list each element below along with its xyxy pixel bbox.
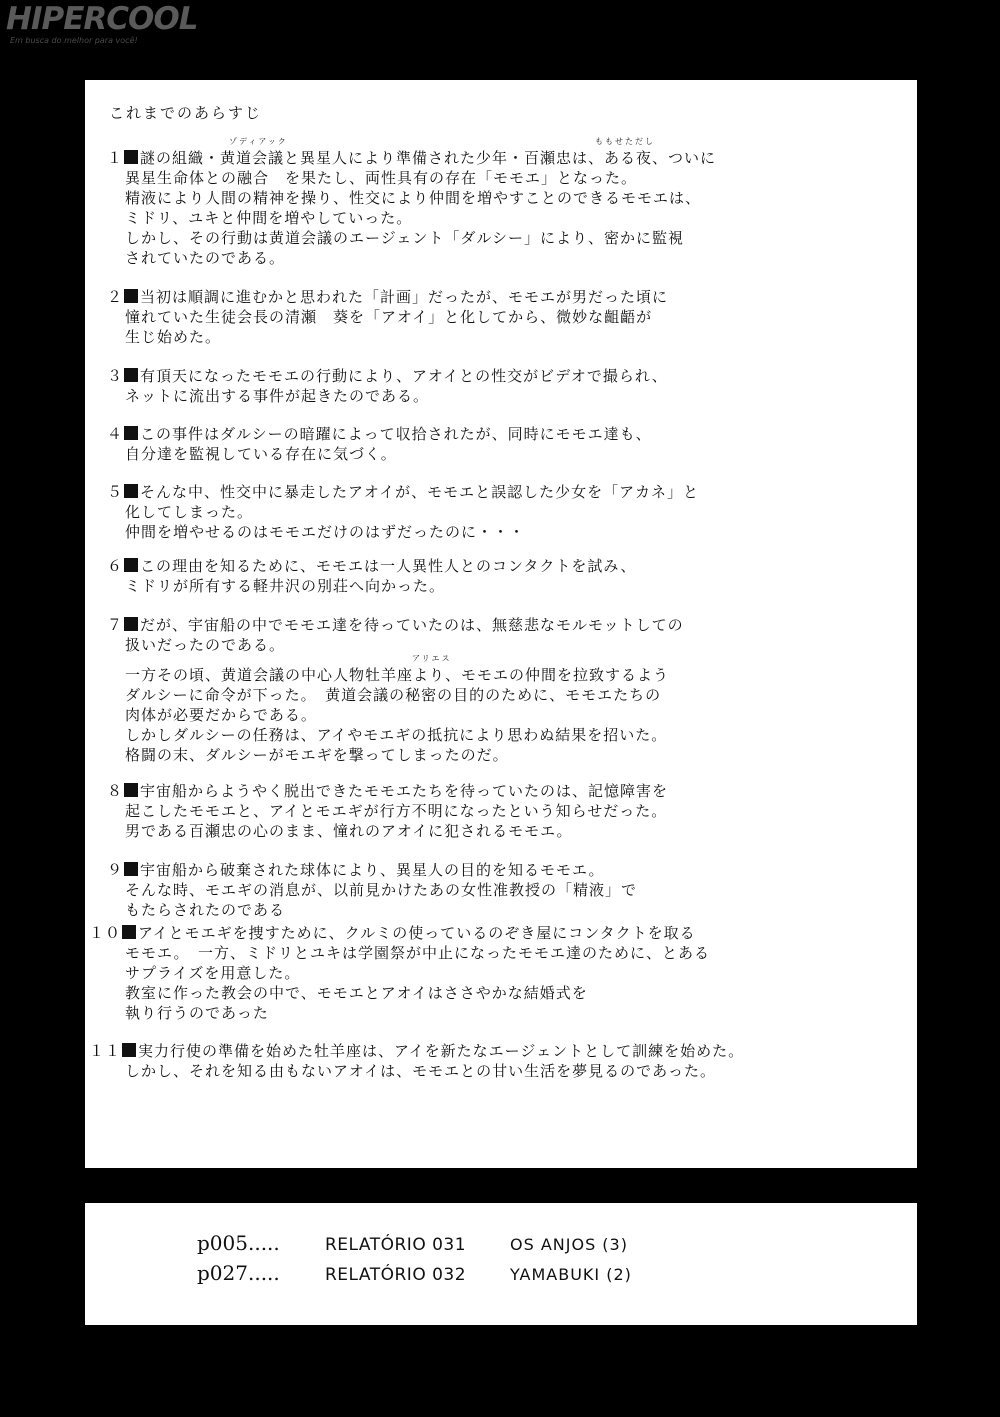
section-line: 精液により人間の精神を操り、性交により仲間を増やすことのできるモモエは、 xyxy=(125,189,702,207)
section-line: アリエス 一方その頃、黄道会議の中心人物牡羊座より、モモエの仲間を拉致するよう xyxy=(107,665,684,685)
section-line: 格闘の末、ダルシーがモエギを撃ってしまったのだ。 xyxy=(125,746,509,764)
section-line: 起こしたモモエと、アイとモエギが行方不明になったという知らせだった。 xyxy=(125,802,668,820)
section-line: 仲間を増やせるのはモモエだけのはずだったのに・・・ xyxy=(125,523,526,541)
section-line: ８ 宇宙船からようやく脱出できたモモエたちを待っていたのは、記憶障害を xyxy=(107,782,669,800)
section-line: しかし、それを知る由もないアオイは、モモエとの甘い生活を夢見るのであった。 xyxy=(125,1062,716,1080)
section-line: ミドリ、ユキと仲間を増やしていった。 xyxy=(125,209,413,227)
synopsis-section-10 xyxy=(89,923,710,1023)
bullet-square xyxy=(124,783,138,797)
section-line: 憧れていた生徒会長の清瀬 葵を「アオイ」と化してから、微妙な齟齬が xyxy=(125,308,653,326)
section-line: 生じ始めた。 xyxy=(125,328,222,346)
site-logo xyxy=(6,1,216,45)
bullet-square xyxy=(122,925,136,939)
section-line: 肉体が必要だからである。 xyxy=(125,706,317,724)
section-line: ９ 宇宙船から破棄された球体により、異星人の目的を知るモモエ。 xyxy=(107,861,605,879)
section-line: モモエ。 一方、ミドリとユキは学園祭が中止になったモモエ達のために、とある xyxy=(125,944,710,962)
section-line: ４ この事件はダルシーの暗躍によって収拾されたが、同時にモモエ達も、 xyxy=(107,425,652,443)
section-line: ６ この理由を知るために、モモエは一人異性人とのコンタクトを試み、 xyxy=(107,557,637,575)
contents-panel xyxy=(85,1203,917,1325)
bullet-square xyxy=(122,1043,136,1057)
synopsis-section-5 xyxy=(107,482,699,542)
ruby-aries: アリエス xyxy=(412,654,452,663)
synopsis-heading: これまでのあらすじ xyxy=(109,104,263,122)
section-line: ７ だが、宇宙船の中でモモエ達を待っていたのは、無慈悲なモルモットしての xyxy=(107,616,684,634)
ruby-momose-tadashi: ももせただし xyxy=(595,137,655,146)
bullet-square xyxy=(124,426,138,440)
bullet-square xyxy=(124,484,138,498)
section-line: 異星生命体との融合 を果たし、両性具有の存在「モモエ」となった。 xyxy=(125,169,638,187)
section-line: １１ 実力行使の準備を始めた牡羊座は、アイを新たなエージェントとして訓練を始めた。 xyxy=(89,1042,745,1060)
section-line: 男である百瀬忠の心のまま、憧れのアオイに犯されるモモエ。 xyxy=(125,822,573,840)
section-line: されていたのである。 xyxy=(125,249,286,267)
section-number: ５ xyxy=(107,483,124,501)
section-line: ミドリが所有する軽井沢の別荘へ向かった。 xyxy=(125,577,446,595)
bullet-square xyxy=(124,558,138,572)
synopsis-section-3 xyxy=(107,366,668,406)
section-number: ９ xyxy=(107,861,124,879)
section-line: ネットに流出する事件が起きたのである。 xyxy=(125,387,430,405)
section-number: ２ xyxy=(107,288,124,306)
bullet-square xyxy=(124,368,138,382)
section-number: ４ xyxy=(107,425,124,443)
section-number: １ xyxy=(107,149,124,167)
synopsis-section-11 xyxy=(89,1041,744,1081)
section-number: １０ xyxy=(89,924,122,942)
bullet-square xyxy=(124,289,138,303)
contents-row xyxy=(197,1261,632,1291)
section-line: しかし、その行動は黄道会議のエージェント「ダルシー」により、密かに監視 xyxy=(125,229,685,247)
section-line: ダルシーに命令が下った。 黄道会議の秘密の目的のために、モモエたちの xyxy=(125,686,662,704)
synopsis-section-8 xyxy=(107,781,668,841)
section-line: 教室に作った教会の中で、モモエとアオイはささやかな結婚式を xyxy=(125,984,588,1002)
contents-page: p005..... xyxy=(197,1231,280,1255)
contents-title: YAMABUKI (2) xyxy=(510,1265,632,1284)
section-number: ７ xyxy=(107,616,124,634)
section-line: ５ そんな中、性交中に暴走したアオイが、モモエと誤認した少女を「アカネ」と xyxy=(107,483,699,501)
section-line: しかしダルシーの任務は、アイやモエギの抵抗により思わぬ結果を招いた。 xyxy=(125,726,668,744)
section-line: ３ 有頂天になったモモエの行動により、アオイとの性交がビデオで撮られ、 xyxy=(107,367,668,385)
section-line: ２ 当初は順調に進むかと思われた「計画」だったが、モモエが男だった頃に xyxy=(107,288,669,306)
section-line: もたらされたのである xyxy=(125,901,286,919)
section-line: 化してしまった。 xyxy=(125,503,254,521)
bullet-square xyxy=(124,150,138,164)
section-line: そんな時、モエギの消息が、以前見かけたあの女性准教授の「精液」で xyxy=(125,881,638,899)
section-line: ゾディアック ももせただし １ 謎の組織・黄道会議と異星人により準備された少年・百瀬忠は、ある夜、ついに xyxy=(107,148,716,168)
synopsis-section-1 xyxy=(107,137,717,268)
contents-row xyxy=(197,1231,628,1261)
logo-name: HIPERCOOL xyxy=(6,1,198,37)
contents-page: p027..... xyxy=(197,1261,280,1285)
synopsis-section-4 xyxy=(107,424,652,464)
contents-report: RELATÓRIO 032 xyxy=(325,1265,467,1285)
synopsis-section-7 xyxy=(107,615,684,765)
section-number: ６ xyxy=(107,557,124,575)
section-line: １０ アイとモエギを捜すために、クルミの使っているのぞき屋にコンタクトを取る xyxy=(89,924,696,942)
synopsis-section-6 xyxy=(107,556,636,596)
contents-report: RELATÓRIO 031 xyxy=(325,1235,467,1255)
section-line: サプライズを用意した。 xyxy=(125,964,301,982)
synopsis-section-9 xyxy=(107,860,637,920)
logo-tagline: Em busca do melhor para você! xyxy=(10,36,138,45)
contents-title: OS ANJOS (3) xyxy=(510,1235,628,1254)
synopsis-panel xyxy=(85,80,917,1168)
section-line: 執り行うのであった xyxy=(125,1004,269,1022)
ruby-zodiac: ゾディアック xyxy=(229,137,288,146)
section-number: １１ xyxy=(89,1042,122,1060)
synopsis-section-2 xyxy=(107,287,668,347)
section-line: 扱いだったのである。 xyxy=(125,636,286,654)
bullet-square xyxy=(124,617,138,631)
bullet-square xyxy=(124,862,138,876)
section-line: 自分達を監視している存在に気づく。 xyxy=(125,445,397,463)
section-number: ３ xyxy=(107,367,124,385)
section-number: ８ xyxy=(107,782,124,800)
